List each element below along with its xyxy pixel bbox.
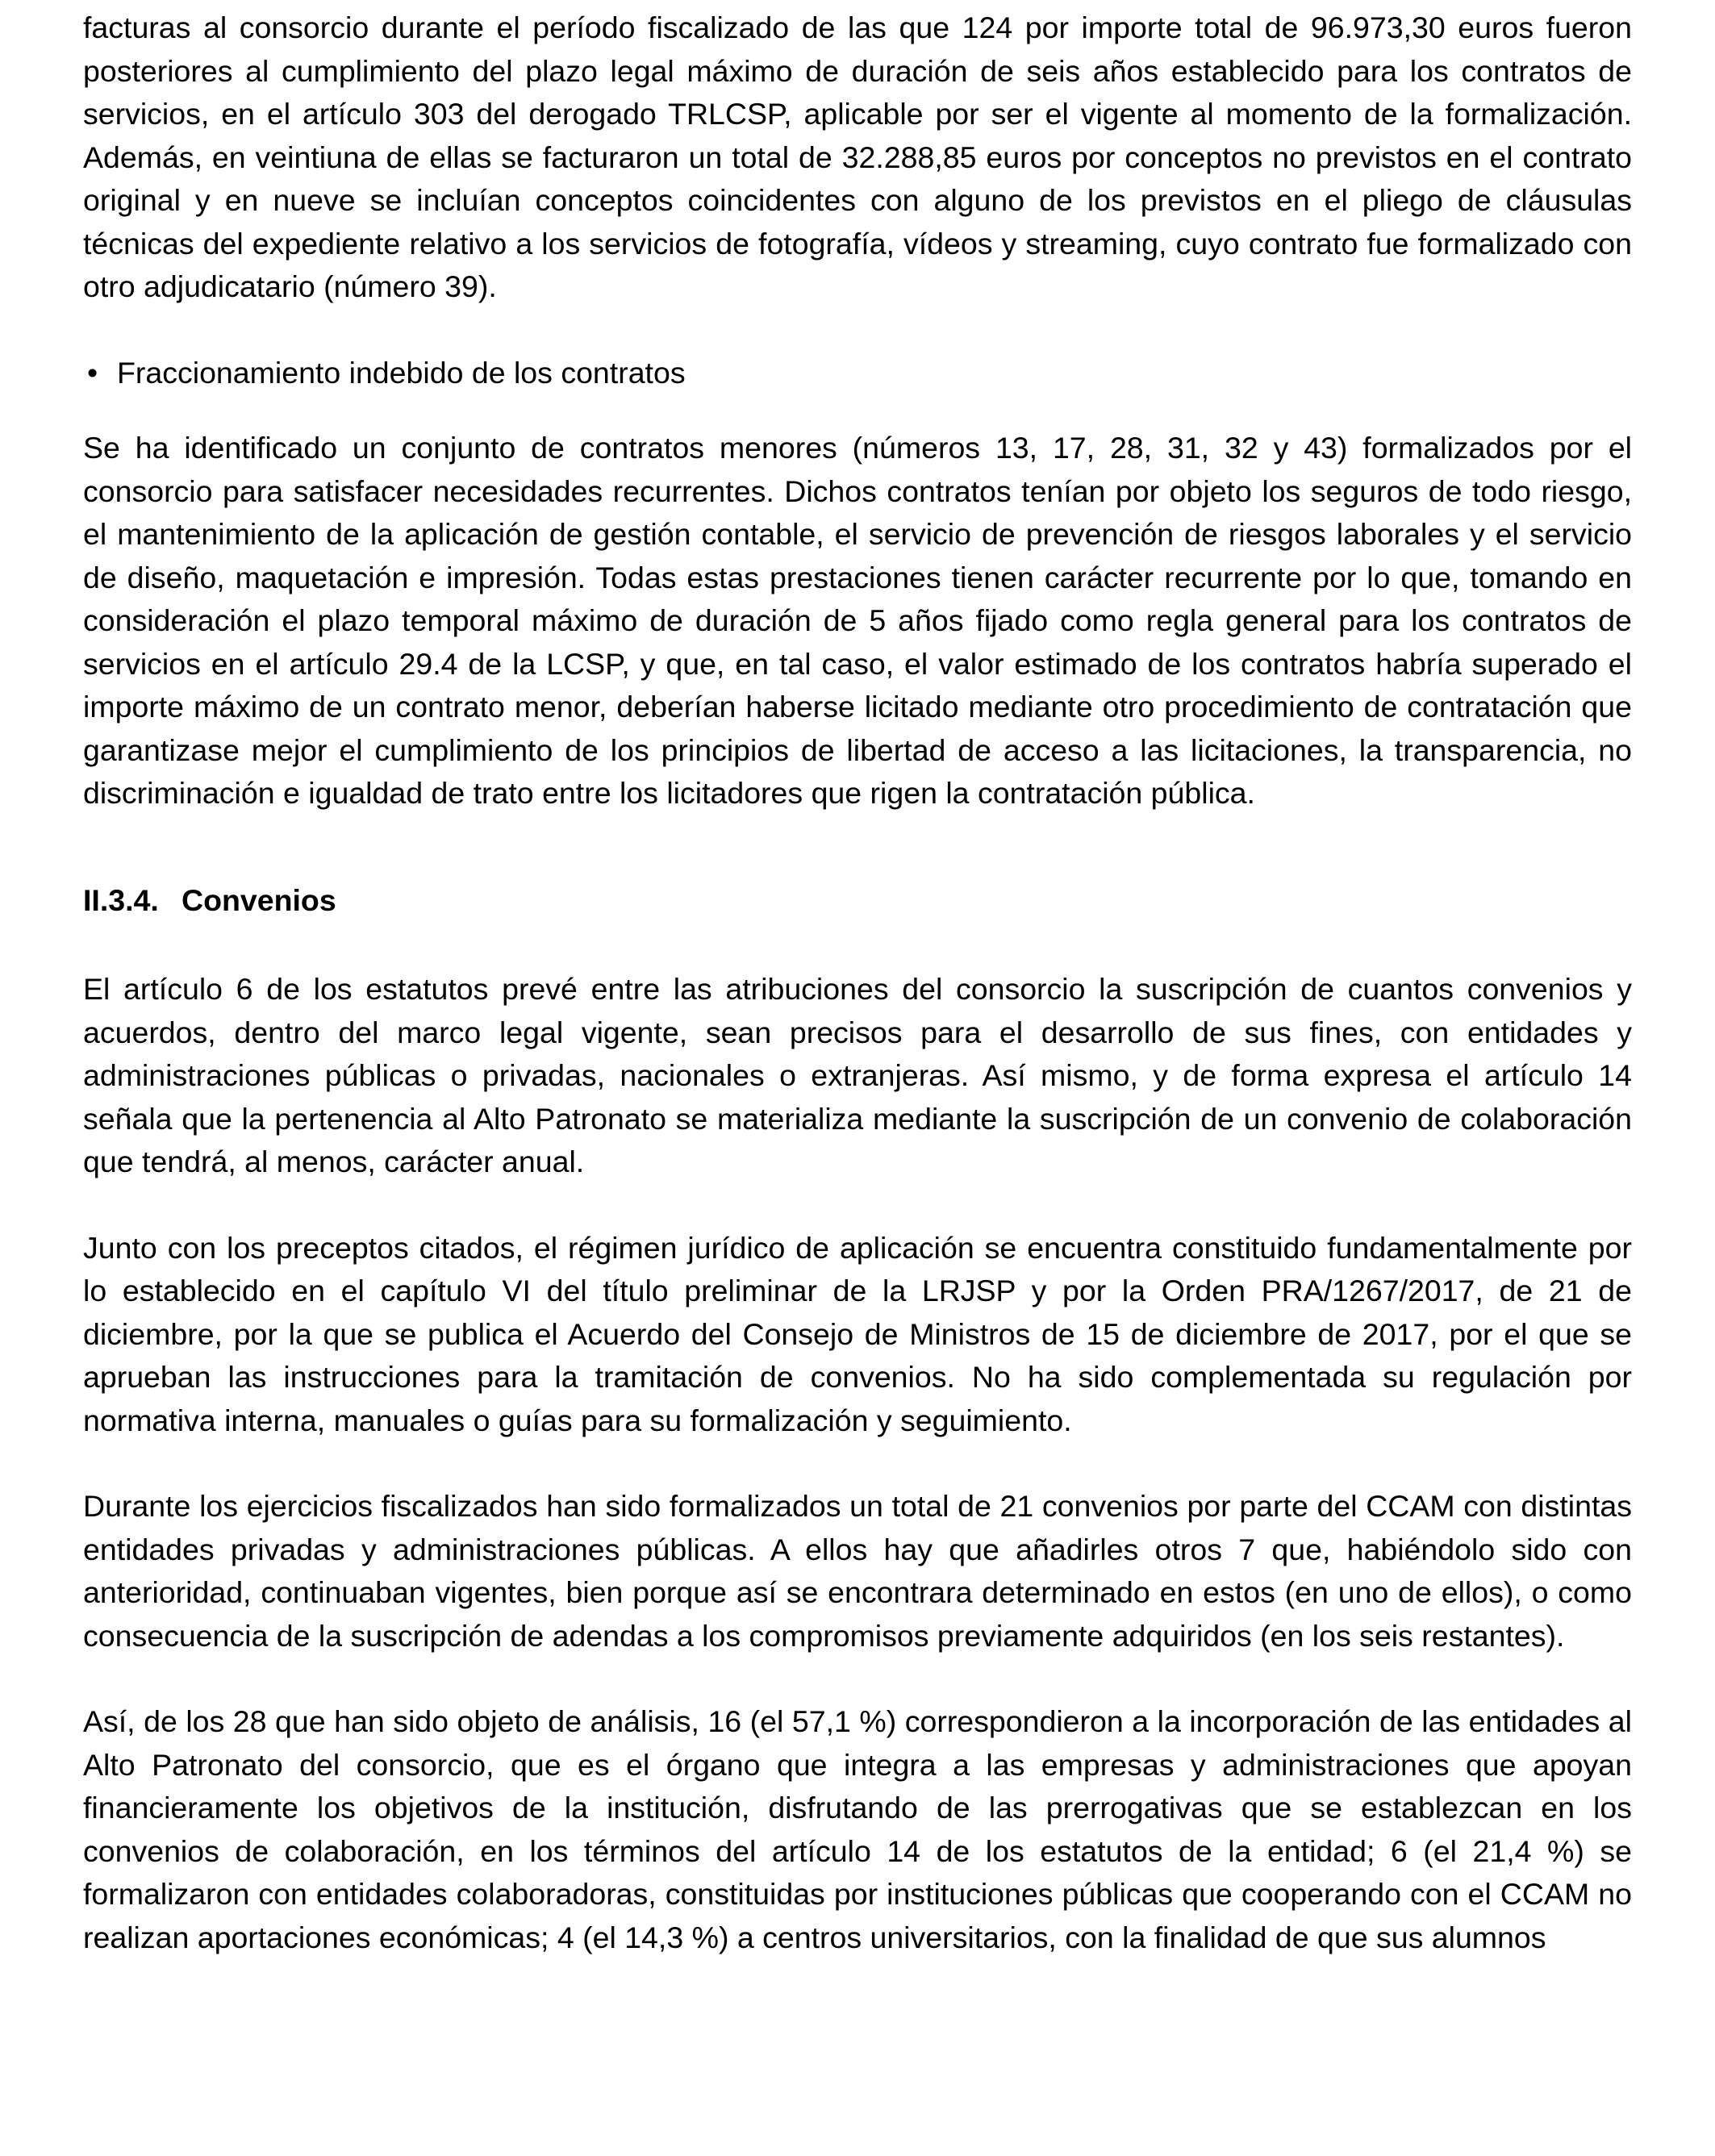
- paragraph-spacer-2: [83, 1184, 1632, 1227]
- bullet-item-label: Fraccionamiento indebido de los contratos: [117, 355, 686, 390]
- section-heading-number: II.3.4.: [83, 882, 159, 917]
- paragraph-convenios-formalizados: Durante los ejercicios fiscalizados han sido formalizados un total de 21 convenios por parte del CCAM con distintas entidades privadas y administraciones públicas. A ellos hay que añadirles otros 7 que, habiéndolo sido con anterioridad, continuaban vigentes, bien porque así se encontrara determinado en estos (en uno de ellos), o como consecuencia de la suscripción de adendas a los compromisos previamente adquiridos (en los seis restantes).: [83, 1489, 1632, 1653]
- paragraph-spacer-3: [83, 1442, 1632, 1485]
- bullet-item-fraccionamiento: [83, 352, 1632, 395]
- paragraph-regimen-juridico: Junto con los preceptos citados, el régimen jurídico de aplicación se encuentra constituido fundamentalmente por lo establecido en el capítulo VI del título preliminar de la LRJSP y por la Orden PRA/1267/2017, de 21 de diciembre, por la que se publica el Acuerdo del Consejo de Ministros de 15 de diciembre de 2017, por el que se aprueban las instrucciones para la tramitación de convenios. No ha sido complementada su regulación por normativa interna, manuales o guías para su formalización y seguimiento.: [83, 1230, 1632, 1437]
- heading-spacer-before: [83, 815, 1632, 879]
- section-heading-convenios: [83, 879, 1632, 923]
- section-heading-title: Convenios: [182, 882, 336, 917]
- paragraph-spacer-4: [83, 1658, 1632, 1700]
- paragraph-contratos-menores: Se ha identificado un conjunto de contratos menores (números 13, 17, 28, 31, 32 y 43) formalizados por el consorcio para satisfacer necesidades recurrentes. Dichos contratos tenían por objeto los seguros de todo riesgo, el mantenimiento de la aplicación de gestión contable, el servicio de prevención de riesgos laborales y el servicio de diseño, maquetación e impresión. Todas estas prestaciones tienen carácter recurrente por lo que, tomando en consideración el plazo temporal máximo de duración de 5 años fijado como regla general para los contratos de servicios en el artículo 29.4 de la LCSP, y que, en tal caso, el valor estimado de los contratos habría superado el importe máximo de un contrato menor, deberían haberse licitado mediante otro procedimiento de contratación que garantizase mejor el cumplimiento de los principios de libertad de acceso a las licitaciones, la transparencia, no discriminación e igualdad de trato entre los licitadores que rigen la contratación pública.: [83, 431, 1632, 810]
- paragraph-facturas-consorcio: facturas al consorcio durante el período fiscalizado de las que 124 por importe total de 96.973,30 euros fueron posteriores al cumplimiento del plazo legal máximo de duración de seis años establecido para los contratos de servicios, en el artículo 303 del derogado TRLCSP, aplicable por ser el vigente al momento de la formalización. Además, en veintiuna de ellas se facturaron un total de 32.288,85 euros por conceptos no previstos en el contrato original y en nueve se incluían conceptos coincidentes con alguno de los previstos en el pliego de cláusulas técnicas del expediente relativo a los servicios de fotografía, vídeos y streaming, cuyo contrato fue formalizado con otro adjudicatario (número 39).: [83, 10, 1632, 303]
- paragraph-spacer: [83, 309, 1632, 352]
- bullet-marker-icon: •: [87, 355, 98, 390]
- bullet-spacer: [83, 394, 1632, 427]
- page-content: [83, 6, 1632, 1959]
- paragraph-analisis-convenios: Así, de los 28 que han sido objeto de análisis, 16 (el 57,1 %) correspondieron a la incorporación de las entidades al Alto Patronato del consorcio, que es el órgano que integra a las empresas y administraciones que apoyan financieramente los objetivos de la institución, disfrutando de las prerrogativas que se establezcan en los convenios de colaboración, en los términos del artículo 14 de los estatutos de la entidad; 6 (el 21,4 %) se formalizaron con entidades colaboradoras, constituidas por instituciones públicas que cooperando con el CCAM no realizan aportaciones económicas; 4 (el 14,3 %) a centros universitarios, con la finalidad de que sus alumnos: [83, 1704, 1632, 1954]
- heading-spacer-after: [83, 922, 1632, 968]
- paragraph-articulo-6-estatutos: El artículo 6 de los estatutos prevé entre las atribuciones del consorcio la suscripción de cuantos convenios y acuerdos, dentro del marco legal vigente, sean precisos para el desarrollo de sus fines, con entidades y administraciones públicas o privadas, nacionales o extranjeras. Así mismo, y de forma expresa el artículo 14 señala que la pertenencia al Alto Patronato se materializa mediante la suscripción de un convenio de colaboración que tendrá, al menos, carácter anual.: [83, 972, 1632, 1178]
